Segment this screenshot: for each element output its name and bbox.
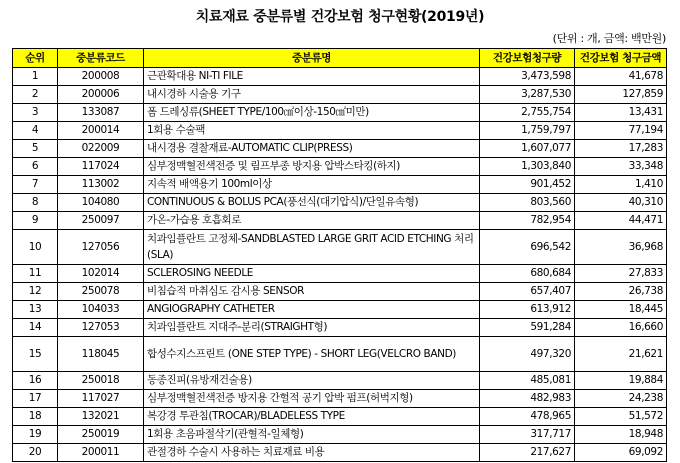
cell-amount: 40,310 <box>575 194 667 212</box>
table-row <box>13 68 667 86</box>
cell-code: 250019 <box>58 426 144 444</box>
table-row <box>13 122 667 140</box>
cell-name: 동종진피(유방재건술용) <box>144 372 480 390</box>
header-code: 중분류코드 <box>58 49 144 68</box>
cell-amount: 16,660 <box>575 319 667 337</box>
cell-code: 127053 <box>58 319 144 337</box>
table-header-row <box>13 49 667 68</box>
claims-table <box>12 48 667 462</box>
cell-amount: 33,348 <box>575 158 667 176</box>
table-row <box>13 444 667 462</box>
table-row <box>13 158 667 176</box>
cell-code: 200011 <box>58 444 144 462</box>
page-title: 치료재료 중분류별 건강보험 청구현황(2019년) <box>195 9 485 25</box>
cell-code: 127056 <box>58 230 144 265</box>
cell-code: 250018 <box>58 372 144 390</box>
cell-quantity: 217,627 <box>480 444 575 462</box>
cell-rank: 20 <box>13 444 58 462</box>
table-row <box>13 212 667 230</box>
cell-rank: 6 <box>13 158 58 176</box>
table-row <box>13 265 667 283</box>
cell-name: CONTINUOUS & BOLUS PCA(풍선식(대기압식)/단일유속형) <box>144 194 480 212</box>
cell-amount: 18,445 <box>575 301 667 319</box>
cell-name: 치과임플란트 고정체-SANDBLASTED LARGE GRIT ACID ETCHING 처리(SLA) <box>144 230 480 265</box>
cell-name: 가온-가습용 호흡회로 <box>144 212 480 230</box>
table-row <box>13 390 667 408</box>
cell-quantity: 657,407 <box>480 283 575 301</box>
cell-name: 1회용 초음파절삭기(관혈적-일체형) <box>144 426 480 444</box>
cell-amount: 44,471 <box>575 212 667 230</box>
cell-code: 022009 <box>58 140 144 158</box>
table-body <box>13 68 667 462</box>
cell-rank: 19 <box>13 426 58 444</box>
cell-rank: 12 <box>13 283 58 301</box>
cell-amount: 19,884 <box>575 372 667 390</box>
cell-rank: 9 <box>13 212 58 230</box>
cell-rank: 11 <box>13 265 58 283</box>
cell-rank: 7 <box>13 176 58 194</box>
cell-code: 104080 <box>58 194 144 212</box>
cell-rank: 8 <box>13 194 58 212</box>
cell-amount: 41,678 <box>575 68 667 86</box>
cell-rank: 4 <box>13 122 58 140</box>
cell-code: 250097 <box>58 212 144 230</box>
table-row <box>13 86 667 104</box>
cell-amount: 17,283 <box>575 140 667 158</box>
table-row <box>13 408 667 426</box>
cell-amount: 24,238 <box>575 390 667 408</box>
cell-quantity: 680,684 <box>480 265 575 283</box>
table-row <box>13 426 667 444</box>
header-rank: 순위 <box>13 49 58 68</box>
cell-rank: 3 <box>13 104 58 122</box>
cell-quantity: 485,081 <box>480 372 575 390</box>
cell-name: 관절경하 수술시 사용하는 치료재료 비용 <box>144 444 480 462</box>
cell-amount: 27,833 <box>575 265 667 283</box>
cell-quantity: 497,320 <box>480 337 575 372</box>
cell-quantity: 3,473,598 <box>480 68 575 86</box>
cell-name: 1회용 수술팩 <box>144 122 480 140</box>
cell-code: 132021 <box>58 408 144 426</box>
cell-rank: 2 <box>13 86 58 104</box>
cell-rank: 10 <box>13 230 58 265</box>
cell-name: 심부정맥혈전색전증 방지용 간헐적 공기 압박 펌프(허벅지형) <box>144 390 480 408</box>
cell-quantity: 613,912 <box>480 301 575 319</box>
cell-rank: 1 <box>13 68 58 86</box>
cell-amount: 26,738 <box>575 283 667 301</box>
cell-code: 118045 <box>58 337 144 372</box>
cell-code: 200006 <box>58 86 144 104</box>
cell-amount: 21,621 <box>575 337 667 372</box>
cell-code: 102014 <box>58 265 144 283</box>
cell-code: 133087 <box>58 104 144 122</box>
table-row <box>13 176 667 194</box>
cell-quantity: 482,983 <box>480 390 575 408</box>
cell-quantity: 478,965 <box>480 408 575 426</box>
cell-amount: 69,092 <box>575 444 667 462</box>
header-amount: 건강보험 청구금액 <box>575 49 667 68</box>
cell-name: 근관확대용 NI-TI FILE <box>144 68 480 86</box>
table-row <box>13 319 667 337</box>
cell-quantity: 901,452 <box>480 176 575 194</box>
cell-amount: 36,968 <box>575 230 667 265</box>
cell-rank: 5 <box>13 140 58 158</box>
cell-quantity: 782,954 <box>480 212 575 230</box>
cell-rank: 17 <box>13 390 58 408</box>
table-row <box>13 194 667 212</box>
cell-amount: 13,431 <box>575 104 667 122</box>
cell-rank: 16 <box>13 372 58 390</box>
cell-amount: 77,194 <box>575 122 667 140</box>
cell-code: 104033 <box>58 301 144 319</box>
cell-quantity: 2,755,754 <box>480 104 575 122</box>
table-row <box>13 140 667 158</box>
cell-rank: 18 <box>13 408 58 426</box>
table-row <box>13 372 667 390</box>
table-row <box>13 301 667 319</box>
cell-code: 117027 <box>58 390 144 408</box>
cell-code: 117024 <box>58 158 144 176</box>
cell-name: 내시경하 시술용 기구 <box>144 86 480 104</box>
cell-rank: 14 <box>13 319 58 337</box>
cell-name: 치과임플란트 지대주-분리(STRAIGHT형) <box>144 319 480 337</box>
cell-amount: 18,948 <box>575 426 667 444</box>
cell-code: 200014 <box>58 122 144 140</box>
cell-quantity: 1,759,797 <box>480 122 575 140</box>
cell-name: 폼 드레싱류(SHEET TYPE/100㎠이상-150㎠미만) <box>144 104 480 122</box>
cell-quantity: 3,287,530 <box>480 86 575 104</box>
cell-name: 복강경 투관침(TROCAR)/BLADELESS TYPE <box>144 408 480 426</box>
cell-name: 지속적 배액용기 100ml이상 <box>144 176 480 194</box>
cell-rank: 15 <box>13 337 58 372</box>
unit-note: (단위 : 개, 금액: 백만원) <box>552 32 666 45</box>
cell-quantity: 696,542 <box>480 230 575 265</box>
cell-code: 113002 <box>58 176 144 194</box>
cell-name: SCLEROSING NEEDLE <box>144 265 480 283</box>
cell-name: 합성수지스프린트 (ONE STEP TYPE) - SHORT LEG(VELCRO BAND) <box>144 337 480 372</box>
cell-code: 250078 <box>58 283 144 301</box>
cell-rank: 13 <box>13 301 58 319</box>
header-quantity: 건강보험청구량 <box>480 49 575 68</box>
cell-name: 심부정맥혈전색전증 및 림프부종 방지용 압박스타킹(하지) <box>144 158 480 176</box>
cell-quantity: 803,560 <box>480 194 575 212</box>
table-row <box>13 337 667 372</box>
cell-name: ANGIOGRAPHY CATHETER <box>144 301 480 319</box>
cell-quantity: 591,284 <box>480 319 575 337</box>
cell-amount: 1,410 <box>575 176 667 194</box>
cell-quantity: 1,303,840 <box>480 158 575 176</box>
cell-name: 내시경용 결찰재료-AUTOMATIC CLIP(PRESS) <box>144 140 480 158</box>
table-row <box>13 230 667 265</box>
cell-amount: 127,859 <box>575 86 667 104</box>
header-name: 중분류명 <box>144 49 480 68</box>
cell-quantity: 1,607,077 <box>480 140 575 158</box>
cell-code: 200008 <box>58 68 144 86</box>
table-row <box>13 104 667 122</box>
cell-amount: 51,572 <box>575 408 667 426</box>
cell-name: 비침습적 마취심도 감시용 SENSOR <box>144 283 480 301</box>
cell-quantity: 317,717 <box>480 426 575 444</box>
table-row <box>13 283 667 301</box>
